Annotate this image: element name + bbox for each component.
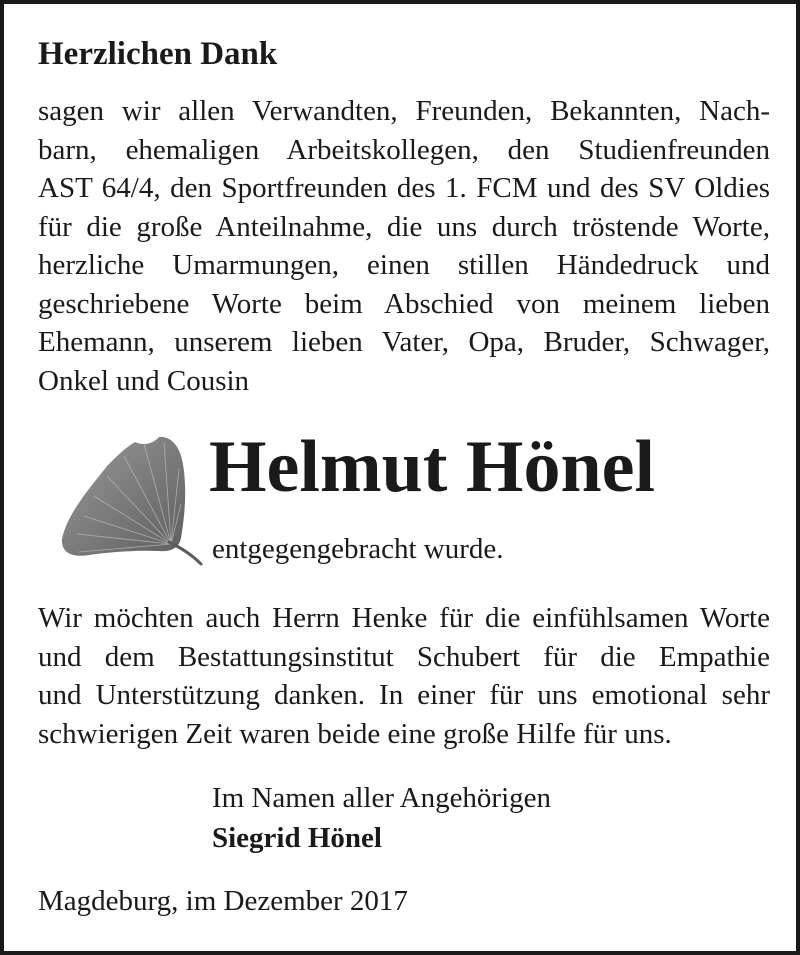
notice-heading: Herzlichen Dank	[38, 36, 278, 72]
intro-line: herzliche Umarmungen, einen stillen Händedruck und	[38, 249, 770, 281]
intro-line: barn, ehemaligen Arbeitskollegen, den Studienfreunden	[38, 133, 770, 166]
thanks-paragraph	[38, 599, 770, 753]
after-name-text: entgegengebracht wurde.	[212, 533, 504, 565]
thanks-line: schwierigen Zeit waren beide eine große Hilfe für uns.	[38, 717, 672, 750]
place-date: Magdeburg, im Dezember 2017	[38, 885, 408, 917]
ginkgo-leaf-icon	[59, 434, 209, 569]
intro-line: AST 64/4, den Sportfreunden des 1. FCM und des SV Oldies	[38, 172, 770, 204]
signature-block	[212, 778, 551, 858]
intro-line: sagen wir allen Verwandten, Freunden, Bekannten, Nach-	[38, 95, 770, 127]
intro-paragraph	[38, 92, 770, 400]
intro-line: geschriebene Worte beim Abschied von meinem lieben	[38, 287, 770, 320]
signature-line: Im Namen aller Angehörigen	[212, 782, 552, 814]
deceased-name: Helmut Hönel	[209, 426, 656, 508]
intro-line: Ehemann, unserem lieben Vater, Opa, Bruder, Schwager,	[38, 326, 770, 358]
thanks-line: und dem Bestattungsinstitut Schubert für die Empathie	[38, 640, 770, 673]
thanks-line: und Unterstützung danken. In einer für uns emotional sehr	[38, 679, 770, 711]
intro-line: Onkel und Cousin	[38, 364, 250, 397]
thanks-line: Wir möchten auch Herrn Henke für die einfühlsamen Worte	[38, 602, 770, 634]
intro-line: für die große Anteilnahme, die uns durch tröstende Worte,	[38, 210, 770, 243]
signer-name: Siegrid Hönel	[212, 822, 382, 854]
